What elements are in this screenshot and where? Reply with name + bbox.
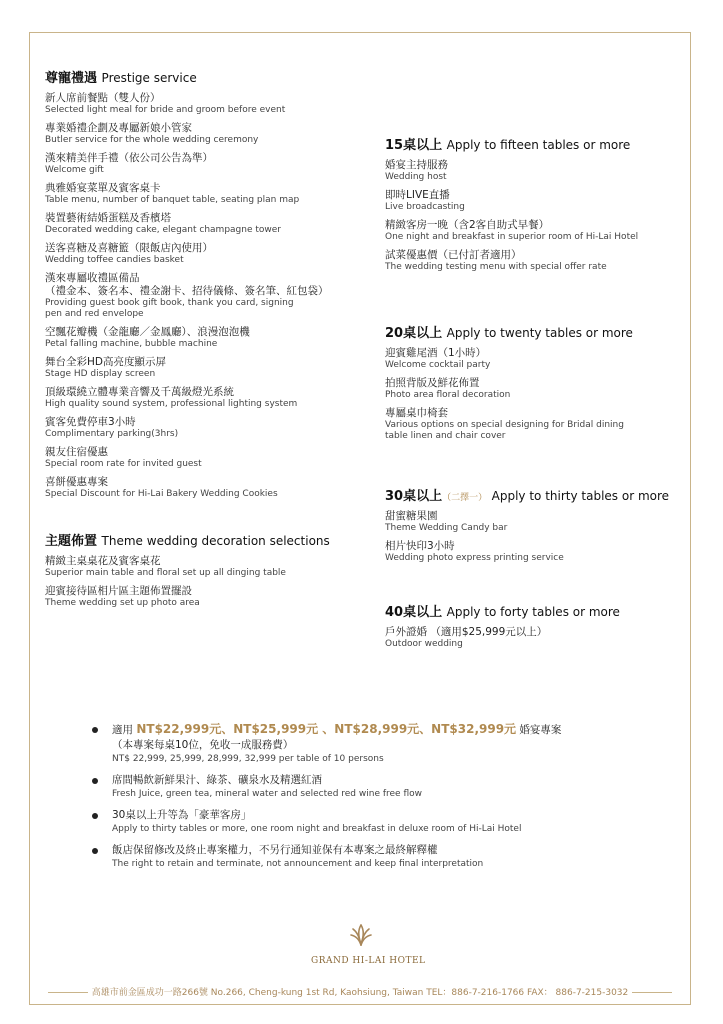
theme-title: 主題佈置 Theme wedding decoration selections xyxy=(45,534,330,549)
list-item xyxy=(45,356,375,380)
item-label-zh: 戶外證婚 （適用$25,999元以上） xyxy=(385,626,548,638)
list-item xyxy=(45,92,375,116)
tier-40 xyxy=(385,601,685,650)
item-label-en: Various options on special designing for Bridal dining xyxy=(385,420,624,430)
list-item xyxy=(385,377,685,401)
bullet-icon xyxy=(92,727,98,733)
item-label-en: Outdoor wedding xyxy=(385,639,463,649)
item-label-en: Theme Wedding Candy bar xyxy=(385,523,508,533)
item-label-zh: 裝置藝術結婚蛋糕及香檳塔 xyxy=(45,212,171,224)
item-label-zh: 試菜優惠價（已付訂者適用） xyxy=(385,249,522,261)
list-item xyxy=(385,159,685,183)
tier-15-list xyxy=(385,159,685,273)
tier-15 xyxy=(385,134,685,273)
left-column xyxy=(45,67,375,609)
item-label-en: Table menu, number of banquet table, seating plan map xyxy=(45,195,300,205)
terms-item-drinks: 席間暢飲新鮮果汁、綠茶、礦泉水及精選紅酒 Fresh Juice, green tea, mineral water and selected red wine free flow xyxy=(92,773,652,800)
divider xyxy=(48,992,88,993)
item-label-en: Wedding toffee candies basket xyxy=(45,255,184,265)
item-label-zh: 喜餅優惠專案 xyxy=(45,476,108,488)
divider xyxy=(632,992,672,993)
item-label-en: Welcome cocktail party xyxy=(385,360,491,370)
prestige-title: 尊寵禮遇 Prestige service xyxy=(45,71,197,86)
item-label-en: Selected light meal for bride and groom before event xyxy=(45,105,286,115)
list-item xyxy=(45,585,375,609)
list-item xyxy=(385,510,690,534)
item-label-zh: 婚宴主持服務 xyxy=(385,159,448,171)
hotel-logo xyxy=(311,922,426,966)
list-item xyxy=(45,555,375,579)
list-item xyxy=(385,189,685,213)
item-label-en: pen and red envelope xyxy=(45,309,144,319)
list-item xyxy=(385,249,685,273)
item-label-zh: 親友住宿優惠 xyxy=(45,446,108,458)
tier-30-title: 30桌以上（二擇一） Apply to thirty tables or more xyxy=(385,489,670,504)
list-item xyxy=(45,152,375,176)
item-label-zh: 即時LIVE直播 xyxy=(385,189,450,201)
tier-40-title: 40桌以上 Apply to forty tables or more xyxy=(385,605,620,620)
item-label-zh: 迎賓雞尾酒（1小時） xyxy=(385,347,487,359)
item-label-zh: 賓客免費停車3小時 xyxy=(45,416,136,428)
item-label-zh: 空飄花瓣機（金龍廳／金鳳廳）、浪漫泡泡機 xyxy=(45,326,250,338)
list-item xyxy=(385,219,685,243)
tier-20 xyxy=(385,322,685,442)
item-label-en: Special Discount for Hi-Lai Bakery Wedding Cookies xyxy=(45,489,278,499)
tier-20-list xyxy=(385,347,685,442)
item-label-zh: 典雅婚宴菜單及賓客桌卡 xyxy=(45,182,161,194)
item-label-zh: 甜蜜糖果園 xyxy=(385,510,438,522)
item-label-zh: 迎賓接待區相片區主題佈置擺設 xyxy=(45,585,192,597)
list-item xyxy=(385,347,685,371)
item-label-zh: 相片快印3小時 xyxy=(385,540,455,552)
list-item xyxy=(45,326,375,350)
item-label-en: Stage HD display screen xyxy=(45,369,156,379)
item-label-zh: 漢來專屬收禮區備品 xyxy=(45,272,140,284)
terms-item-rights: 飯店保留修改及終止專案權力，不另行通知並保有本專案之最終解釋權 The right to retain and terminate, not announcement and keep final interpretation xyxy=(92,843,652,870)
tier-30 xyxy=(385,485,690,564)
item-label-en: Decorated wedding cake, elegant champagne tower xyxy=(45,225,281,235)
item-label-zh: 精緻主桌桌花及賓客桌花 xyxy=(45,555,161,567)
item-label-zh: 漢來精美伴手禮（依公司公告為準） xyxy=(45,152,213,164)
item-label-en: High quality sound system, professional lighting system xyxy=(45,399,298,409)
item-label-en: Theme wedding set up photo area xyxy=(45,598,200,608)
prestige-list xyxy=(45,92,375,500)
item-label-en: The wedding testing menu with special offer rate xyxy=(385,262,607,272)
list-item xyxy=(45,212,375,236)
item-label-en: Welcome gift xyxy=(45,165,104,175)
list-item xyxy=(385,626,685,650)
item-label-en: Petal falling machine, bubble machine xyxy=(45,339,218,349)
bullet-icon xyxy=(92,778,98,784)
item-label-en: Photo area floral decoration xyxy=(385,390,511,400)
terms-list xyxy=(92,722,652,878)
list-item xyxy=(45,272,375,320)
item-label-zh: 精緻客房一晚（含2客自助式早餐） xyxy=(385,219,550,231)
bullet-icon xyxy=(92,848,98,854)
list-item xyxy=(385,407,685,442)
terms-item-pricing: 適用 NT$22,999元、NT$25,999元 、NT$28,999元、NT$32,999元 婚宴專案 （本專案每桌10位，免收一成服務費） NT$ 22,999, 25,999, 28,999, 32,999 per table of 10 persons xyxy=(92,722,652,765)
list-item xyxy=(45,416,375,440)
tier-40-list xyxy=(385,626,685,650)
tier-30-list xyxy=(385,510,690,564)
list-item xyxy=(45,242,375,266)
list-item xyxy=(45,122,375,146)
item-label-en: Superior main table and floral set up all dinging table xyxy=(45,568,286,578)
item-label-zh: 送客喜糖及喜糖籃（限飯店內使用） xyxy=(45,242,213,254)
theme-list xyxy=(45,555,375,609)
terms-item-upgrade: 30桌以上升等為「豪華客房」 Apply to thirty tables or more, one room night and breakfast in deluxe room of Hi-Lai Hotel xyxy=(92,808,652,835)
item-label-zh: 新人席前餐點（雙人份） xyxy=(45,92,161,104)
item-label-en: table linen and chair cover xyxy=(385,431,506,441)
item-label-en: Live broadcasting xyxy=(385,202,465,212)
list-item xyxy=(45,386,375,410)
tier-20-title: 20桌以上 Apply to twenty tables or more xyxy=(385,326,633,341)
item-label-zh: 頂級環繞立體專業音響及千萬級燈光系統 xyxy=(45,386,234,398)
bullet-icon xyxy=(92,813,98,819)
list-item xyxy=(45,476,375,500)
list-item xyxy=(45,446,375,470)
hotel-name: GRAND HI-LAI HOTEL xyxy=(311,956,426,966)
item-label-en: Complimentary parking(3hrs) xyxy=(45,429,179,439)
item-label-en: Special room rate for invited guest xyxy=(45,459,202,469)
item-label-en: Wedding host xyxy=(385,172,447,182)
hi-lai-logo-icon xyxy=(348,922,374,948)
list-item xyxy=(45,182,375,206)
item-label-zh: 專業婚禮企劃及專屬新娘小管家 xyxy=(45,122,192,134)
item-label-en: Wedding photo express printing service xyxy=(385,553,564,563)
item-label-zh: 拍照背版及鮮花佈置 xyxy=(385,377,480,389)
item-label-en: Butler service for the whole wedding ceremony xyxy=(45,135,259,145)
item-label-en: Providing guest book gift book, thank you card, signing xyxy=(45,298,294,308)
tier-15-title: 15桌以上 Apply to fifteen tables or more xyxy=(385,138,631,153)
item-label-zh: （禮金本、簽名本、禮金謝卡、招待儀條、簽名筆、紅包袋） xyxy=(45,285,329,297)
item-label-en: One night and breakfast in superior room of Hi-Lai Hotel xyxy=(385,232,639,242)
item-label-zh: 舞台全彩HD高亮度顯示屏 xyxy=(45,356,166,368)
footer-address: 高雄市前金區成功一路266號 No.266, Cheng-kung 1st Rd, Kaohsiung, Taiwan TEL：886-7-216-1766 FAX： 886-7-215-3032 xyxy=(29,985,691,998)
item-label-zh: 專屬桌巾椅套 xyxy=(385,407,448,419)
list-item xyxy=(385,540,690,564)
